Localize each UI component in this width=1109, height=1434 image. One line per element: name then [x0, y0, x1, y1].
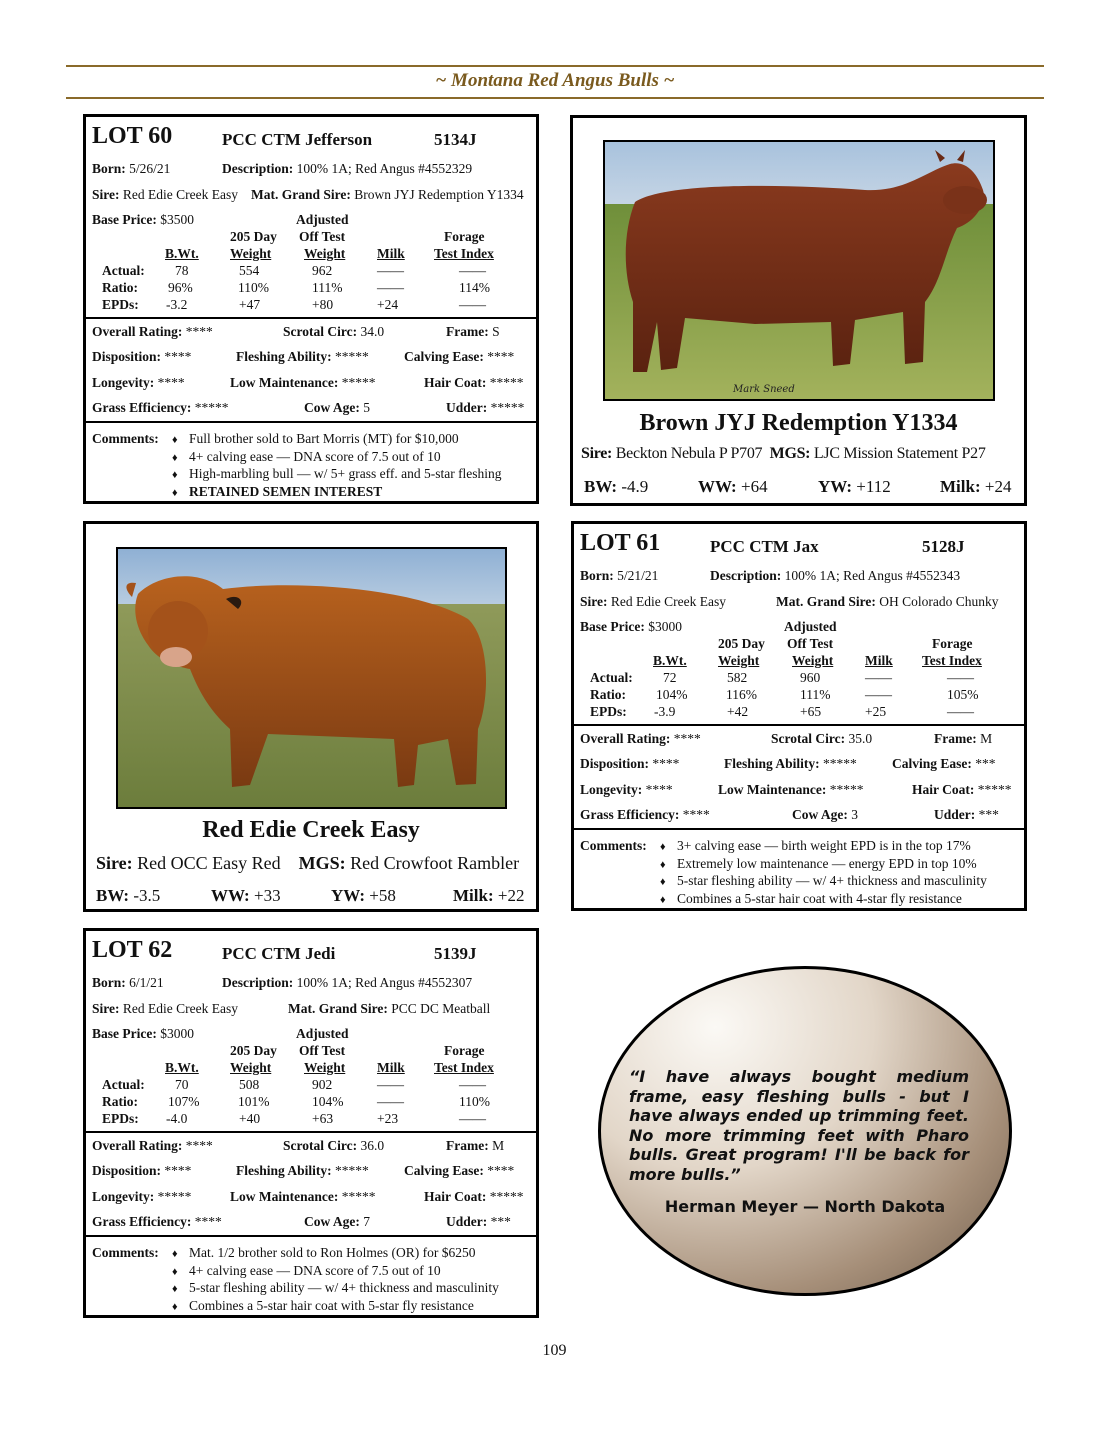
epd-bwt: -3.9 — [654, 704, 676, 719]
sire-milk: Milk: +22 — [453, 886, 525, 905]
actual-index: —— — [459, 263, 486, 278]
actual-205: 554 — [239, 263, 260, 278]
lot-name: PCC CTM Jedi — [222, 944, 336, 963]
col-milk: Milk — [377, 246, 405, 261]
epd-milk: +24 — [377, 297, 399, 312]
col-milk: Milk — [377, 1060, 405, 1075]
divider — [574, 828, 1024, 830]
actual-milk: —— — [865, 670, 892, 685]
mgs-field: Mat. Grand Sire: OH Colorado Chunky — [776, 594, 999, 609]
ratio-index: 105% — [947, 687, 979, 702]
col-adjusted: Adjusted — [296, 212, 349, 227]
sire-field: Sire: Red Edie Creek Easy — [92, 187, 238, 202]
ratio-bwt: 107% — [168, 1094, 200, 1109]
epd-205: +40 — [239, 1111, 261, 1126]
grass-efficiency-rating: Grass Efficiency: **** — [580, 807, 710, 822]
longevity-rating: Longevity: **** — [92, 375, 185, 390]
epd-index: —— — [459, 1111, 486, 1126]
calving-rating: Calving Ease: *** — [892, 756, 996, 771]
lot-word: LOT — [580, 530, 631, 556]
lot-word: LOT — [92, 123, 143, 149]
hair-coat-rating: Hair Coat: ***** — [912, 782, 1012, 797]
col-205: 205 Day — [230, 229, 277, 244]
divider — [86, 421, 536, 423]
sire-bw: BW: -3.5 — [96, 886, 161, 905]
base-price-field: Base Price: $3000 — [92, 1026, 194, 1041]
col-forage: Forage — [444, 229, 485, 244]
lot-61-ratings — [574, 726, 1024, 828]
col-test-index: Test Index — [434, 246, 494, 261]
longevity-rating: Longevity: ***** — [92, 1189, 192, 1204]
lot-62-details — [86, 931, 536, 1131]
row-actual-label: Actual: — [590, 670, 633, 685]
cow-age: Cow Age: 3 — [792, 807, 858, 822]
frame-score: Frame: M — [446, 1138, 505, 1153]
comments-label: Comments: — [92, 431, 159, 446]
actual-offtest: 960 — [800, 670, 821, 685]
comment-item: ♦ 3+ calving ease — birth weight EPD is in the top 17% — [660, 837, 987, 855]
sire-redemption-photo — [603, 140, 995, 401]
col-offtest-weight: Weight — [304, 1060, 346, 1075]
lot-tattoo: 5134J — [434, 130, 477, 149]
page-header-title: ~ Montana Red Angus Bulls ~ — [435, 70, 675, 91]
fleshing-rating: Fleshing Ability: ***** — [236, 349, 369, 364]
header-rule-bottom — [66, 97, 1044, 99]
disposition-rating: Disposition: **** — [580, 756, 680, 771]
ratio-milk: —— — [377, 280, 404, 295]
sire-pedigree: Sire: Beckton Nebula P P707 MGS: LJC Mission Statement P27 — [581, 445, 986, 462]
overall-rating: Overall Rating: **** — [580, 731, 701, 746]
epd-index: —— — [459, 297, 486, 312]
col-bwt: B.Wt. — [653, 653, 687, 668]
page-number: 109 — [542, 1342, 567, 1359]
bull-photo-image — [605, 142, 993, 399]
comment-item: ♦ Full brother sold to Bart Morris (MT) for $10,000 — [172, 430, 502, 448]
ratio-offtest: 111% — [312, 280, 343, 295]
epd-offtest: +65 — [800, 704, 822, 719]
hair-coat-rating: Hair Coat: ***** — [424, 1189, 524, 1204]
comments-label: Comments: — [580, 838, 647, 853]
cow-age: Cow Age: 5 — [304, 400, 370, 415]
actual-index: —— — [947, 670, 974, 685]
col-adjusted: Adjusted — [784, 619, 837, 634]
lot-60-ratings — [86, 319, 536, 421]
scrotal-circ: Scrotal Circ: 35.0 — [771, 731, 873, 746]
comment-item: ♦ 4+ calving ease — DNA score of 7.5 out of 10 — [172, 1262, 499, 1280]
header-rule-top — [66, 65, 1044, 67]
lot-word: LOT — [92, 937, 143, 963]
sire-easy-card — [83, 521, 539, 912]
epd-index: —— — [947, 704, 974, 719]
lot-60-details — [86, 117, 536, 317]
col-test-index: Test Index — [922, 653, 982, 668]
lot-62-ratings — [86, 1133, 536, 1235]
overall-rating: Overall Rating: **** — [92, 1138, 213, 1153]
ratio-index: 110% — [459, 1094, 490, 1109]
col-205: 205 Day — [718, 636, 765, 651]
row-ratio-label: Ratio: — [590, 687, 626, 702]
comment-item: ♦ 5-star fleshing ability — w/ 4+ thickness and masculinity — [660, 872, 987, 890]
sire-field: Sire: Red Edie Creek Easy — [580, 594, 726, 609]
disposition-rating: Disposition: **** — [92, 1163, 192, 1178]
epd-offtest: +63 — [312, 1111, 334, 1126]
actual-bwt: 70 — [175, 1077, 189, 1092]
lot-number: 60 — [148, 123, 173, 149]
sire-name: Brown JYJ Redemption Y1334 — [639, 410, 958, 436]
epd-205: +42 — [727, 704, 749, 719]
actual-offtest: 902 — [312, 1077, 333, 1092]
row-epds-label: EPDs: — [590, 704, 627, 719]
fleshing-rating: Fleshing Ability: ***** — [236, 1163, 369, 1178]
row-epds-label: EPDs: — [102, 297, 139, 312]
epd-bwt: -4.0 — [166, 1111, 188, 1126]
scrotal-circ: Scrotal Circ: 36.0 — [283, 1138, 385, 1153]
born-field: Born: 5/21/21 — [580, 568, 659, 583]
frame-score: Frame: S — [446, 324, 500, 339]
lot-tattoo: 5139J — [434, 944, 477, 963]
lot-name: PCC CTM Jax — [710, 537, 819, 556]
born-field: Born: 5/26/21 — [92, 161, 171, 176]
epd-milk: +23 — [377, 1111, 399, 1126]
description-field: Description: 100% 1A; Red Angus #4552307 — [222, 975, 473, 990]
row-actual-label: Actual: — [102, 263, 145, 278]
comment-item: ♦ 4+ calving ease — DNA score of 7.5 out of 10 — [172, 448, 502, 466]
ratio-205: 116% — [726, 687, 757, 702]
description-field: Description: 100% 1A; Red Angus #4552329 — [222, 161, 473, 176]
col-offtest-weight: Weight — [792, 653, 834, 668]
lot-61-card — [571, 521, 1027, 911]
overall-rating: Overall Rating: **** — [92, 324, 213, 339]
epd-milk: +25 — [865, 704, 887, 719]
epd-bwt: -3.2 — [166, 297, 188, 312]
actual-205: 508 — [239, 1077, 260, 1092]
ratio-205: 101% — [238, 1094, 270, 1109]
lot-60-card — [83, 114, 539, 504]
base-price-field: Base Price: $3000 — [580, 619, 682, 634]
col-offtest-weight: Weight — [304, 246, 346, 261]
lot-number: 61 — [636, 530, 661, 556]
sire-bw: BW: -4.9 — [584, 477, 649, 496]
col-205-weight: Weight — [718, 653, 760, 668]
sire-name: Red Edie Creek Easy — [202, 817, 420, 843]
testimonial-author: Herman Meyer — North Dakota — [664, 1197, 946, 1216]
comment-item: ♦ Extremely low maintenance — energy EPD in top 10% — [660, 855, 987, 873]
col-bwt: B.Wt. — [165, 246, 199, 261]
sire-ww: WW: +64 — [698, 477, 768, 496]
actual-205: 582 — [727, 670, 748, 685]
comment-item: ♦ RETAINED SEMEN INTEREST — [172, 483, 502, 501]
epd-205: +47 — [239, 297, 261, 312]
col-offtest: Off Test — [787, 636, 834, 651]
comment-item: ♦ Combines a 5-star hair coat with 5-star fly resistance — [172, 1297, 499, 1315]
comment-item: ♦ Combines a 5-star hair coat with 4-star fly resistance — [660, 890, 987, 908]
lot-tattoo: 5128J — [922, 537, 965, 556]
grass-efficiency-rating: Grass Efficiency: ***** — [92, 400, 229, 415]
actual-bwt: 72 — [663, 670, 677, 685]
comment-item: ♦ High-marbling bull — w/ 5+ grass eff. and 5-star fleshing — [172, 465, 502, 483]
sire-easy-photo — [116, 547, 507, 809]
comment-item: ♦ 5-star fleshing ability — w/ 4+ thickness and masculinity — [172, 1279, 499, 1297]
photo-credit: Mark Sneed — [733, 384, 795, 395]
hair-coat-rating: Hair Coat: ***** — [424, 375, 524, 390]
actual-index: —— — [459, 1077, 486, 1092]
col-forage: Forage — [932, 636, 973, 651]
col-milk: Milk — [865, 653, 893, 668]
ratio-milk: —— — [377, 1094, 404, 1109]
udder-rating: Udder: ***** — [446, 400, 525, 415]
col-test-index: Test Index — [434, 1060, 494, 1075]
comment-item: ♦ Mat. 1/2 brother sold to Ron Holmes (OR) for $6250 — [172, 1244, 499, 1262]
ratio-bwt: 104% — [656, 687, 688, 702]
low-maintenance-rating: Low Maintenance: ***** — [230, 1189, 376, 1204]
row-ratio-label: Ratio: — [102, 1094, 138, 1109]
born-field: Born: 6/1/21 — [92, 975, 164, 990]
actual-bwt: 78 — [175, 263, 189, 278]
mgs-field: Mat. Grand Sire: Brown JYJ Redemption Y1334 — [251, 187, 524, 202]
ratio-bwt: 96% — [168, 280, 193, 295]
sire-ww: WW: +33 — [211, 886, 281, 905]
sire-redemption-card — [570, 115, 1027, 506]
col-adjusted: Adjusted — [296, 1026, 349, 1041]
col-bwt: B.Wt. — [165, 1060, 199, 1075]
epd-offtest: +80 — [312, 297, 334, 312]
cow-age: Cow Age: 7 — [304, 1214, 370, 1229]
ratio-index: 114% — [459, 280, 490, 295]
lot-62-card — [83, 928, 539, 1318]
calving-rating: Calving Ease: **** — [404, 349, 515, 364]
sire-field: Sire: Red Edie Creek Easy — [92, 1001, 238, 1016]
bull-photo-image — [118, 549, 505, 807]
row-ratio-label: Ratio: — [102, 280, 138, 295]
col-forage: Forage — [444, 1043, 485, 1058]
longevity-rating: Longevity: **** — [580, 782, 673, 797]
ratio-milk: —— — [865, 687, 892, 702]
col-205: 205 Day — [230, 1043, 277, 1058]
mgs-field: Mat. Grand Sire: PCC DC Meatball — [288, 1001, 491, 1016]
base-price-field: Base Price: $3500 — [92, 212, 194, 227]
divider — [86, 1235, 536, 1237]
ratio-offtest: 104% — [312, 1094, 344, 1109]
row-epds-label: EPDs: — [102, 1111, 139, 1126]
sire-milk: Milk: +24 — [940, 477, 1012, 496]
description-field: Description: 100% 1A; Red Angus #4552343 — [710, 568, 961, 583]
actual-milk: —— — [377, 263, 404, 278]
fleshing-rating: Fleshing Ability: ***** — [724, 756, 857, 771]
col-offtest: Off Test — [299, 229, 346, 244]
sire-yw: YW: +112 — [818, 477, 891, 496]
udder-rating: Udder: *** — [934, 807, 999, 822]
col-205-weight: Weight — [230, 1060, 272, 1075]
calving-rating: Calving Ease: **** — [404, 1163, 515, 1178]
lot-61-details — [574, 524, 1024, 724]
low-maintenance-rating: Low Maintenance: ***** — [230, 375, 376, 390]
col-205-weight: Weight — [230, 246, 272, 261]
sire-yw: YW: +58 — [331, 886, 396, 905]
actual-offtest: 962 — [312, 263, 333, 278]
sire-pedigree: Sire: Red OCC Easy Red MGS: Red Crowfoot Rambler — [96, 853, 520, 873]
low-maintenance-rating: Low Maintenance: ***** — [718, 782, 864, 797]
ratio-205: 110% — [238, 280, 269, 295]
testimonial-oval — [598, 966, 1012, 1296]
grass-efficiency-rating: Grass Efficiency: **** — [92, 1214, 222, 1229]
udder-rating: Udder: *** — [446, 1214, 511, 1229]
testimonial-quote: “I have always bought medium frame, easy fleshing bulls - but I have always ended up trimming feet. No more trimming feet with Pharo bulls. Great program! I'll be back for more bulls.” — [629, 1067, 969, 1184]
comments-label: Comments: — [92, 1245, 159, 1260]
scrotal-circ: Scrotal Circ: 34.0 — [283, 324, 385, 339]
col-offtest: Off Test — [299, 1043, 346, 1058]
frame-score: Frame: M — [934, 731, 993, 746]
row-actual-label: Actual: — [102, 1077, 145, 1092]
lot-name: PCC CTM Jefferson — [222, 130, 373, 149]
ratio-offtest: 111% — [800, 687, 831, 702]
lot-number: 62 — [148, 937, 173, 963]
actual-milk: —— — [377, 1077, 404, 1092]
disposition-rating: Disposition: **** — [92, 349, 192, 364]
